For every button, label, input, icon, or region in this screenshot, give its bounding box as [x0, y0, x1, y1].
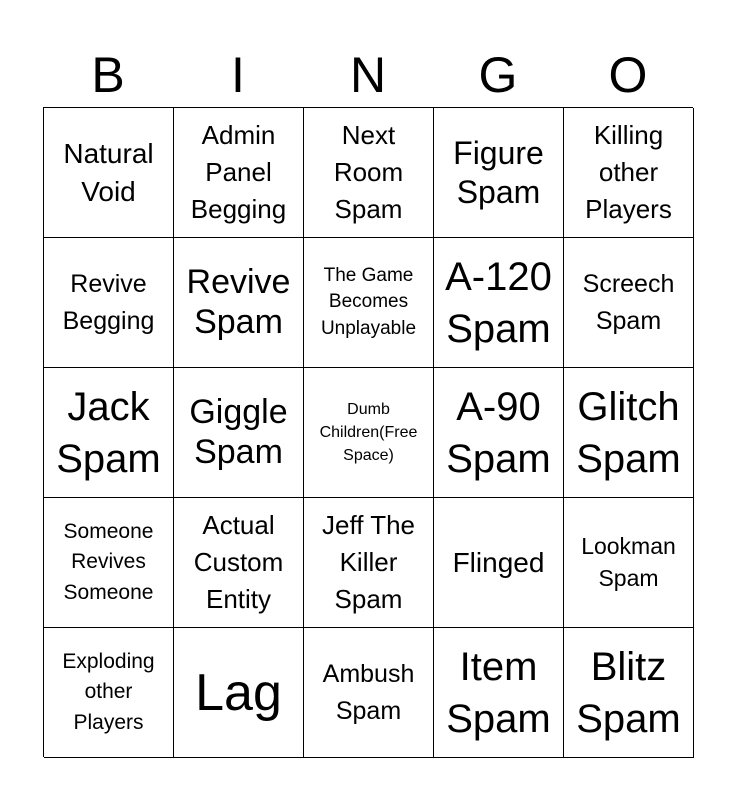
bingo-cell-r4-c5[interactable]	[564, 498, 694, 628]
bingo-cell-r4-c4[interactable]	[434, 498, 564, 628]
cell-label: Killing other Players	[585, 120, 672, 224]
bingo-cell-r1-c2[interactable]	[174, 108, 304, 238]
cell-label: A-120 Spam	[445, 254, 552, 351]
bingo-cell-r1-c3[interactable]	[304, 108, 434, 238]
cell-label: Screech Spam	[582, 270, 675, 335]
bingo-cell-r5-c2[interactable]	[174, 628, 304, 758]
cell-label: Someone Revives Someone	[63, 519, 154, 604]
bingo-cell-r4-c3[interactable]	[304, 498, 434, 628]
cell-label: Item Spam	[446, 644, 551, 741]
cell-label: Jeff The Killer Spam	[322, 510, 415, 614]
cell-label: Revive Begging	[62, 270, 155, 335]
bingo-cell-r3-c5[interactable]	[564, 368, 694, 498]
bingo-cell-r2-c4[interactable]	[434, 238, 564, 368]
bingo-cell-r2-c1[interactable]	[44, 238, 174, 368]
cell-label: Exploding other Players	[62, 649, 155, 734]
bingo-cell-r3-c4[interactable]	[434, 368, 564, 498]
cell-label: Next Room Spam	[333, 120, 404, 224]
bingo-cell-r2-c3[interactable]	[304, 238, 434, 368]
cell-label: Admin Panel Begging	[190, 120, 287, 224]
cell-label: Dumb Children(Free Space)	[319, 400, 418, 465]
bingo-cell-r1-c4[interactable]	[434, 108, 564, 238]
cell-label: Figure Spam	[453, 135, 544, 210]
cell-label: Ambush Spam	[322, 660, 415, 725]
cell-label: A-90 Spam	[446, 384, 551, 481]
bingo-cell-r4-c1[interactable]	[44, 498, 174, 628]
cell-label: Lag	[195, 663, 282, 722]
bingo-cell-r5-c3[interactable]	[304, 628, 434, 758]
free-space-cell[interactable]	[304, 368, 434, 498]
header-letter-b: B	[91, 47, 125, 103]
bingo-cell-r1-c1[interactable]	[44, 108, 174, 238]
cell-label: Glitch Spam	[576, 384, 681, 481]
bingo-cell-r1-c5[interactable]	[564, 108, 694, 238]
cell-label: Flinged	[452, 546, 545, 578]
cell-label: The Game Becomes Unplayable	[320, 265, 417, 339]
cell-label: Blitz Spam	[576, 644, 681, 741]
header-letter-o: O	[608, 47, 648, 103]
bingo-cell-r4-c2[interactable]	[174, 498, 304, 628]
cell-label: Natural Void	[63, 137, 154, 207]
header-letter-g: G	[478, 47, 518, 103]
bingo-cell-r3-c1[interactable]	[44, 368, 174, 498]
bingo-cell-r2-c2[interactable]	[174, 238, 304, 368]
cell-label: Jack Spam	[56, 384, 161, 481]
bingo-cell-r5-c4[interactable]	[434, 628, 564, 758]
bingo-board	[43, 107, 693, 757]
cell-label: Giggle Spam	[189, 393, 288, 471]
cell-label: Lookman Spam	[581, 532, 676, 591]
header-letter-n: N	[349, 47, 387, 103]
cell-label: Actual Custom Entity	[193, 510, 284, 614]
bingo-cell-r5-c5[interactable]	[564, 628, 694, 758]
bingo-cell-r5-c1[interactable]	[44, 628, 174, 758]
cell-label: Revive Spam	[186, 263, 291, 341]
header-letter-i: I	[231, 47, 245, 103]
bingo-cell-r3-c2[interactable]	[174, 368, 304, 498]
bingo-cell-r2-c5[interactable]	[564, 238, 694, 368]
bingo-header	[43, 44, 693, 106]
